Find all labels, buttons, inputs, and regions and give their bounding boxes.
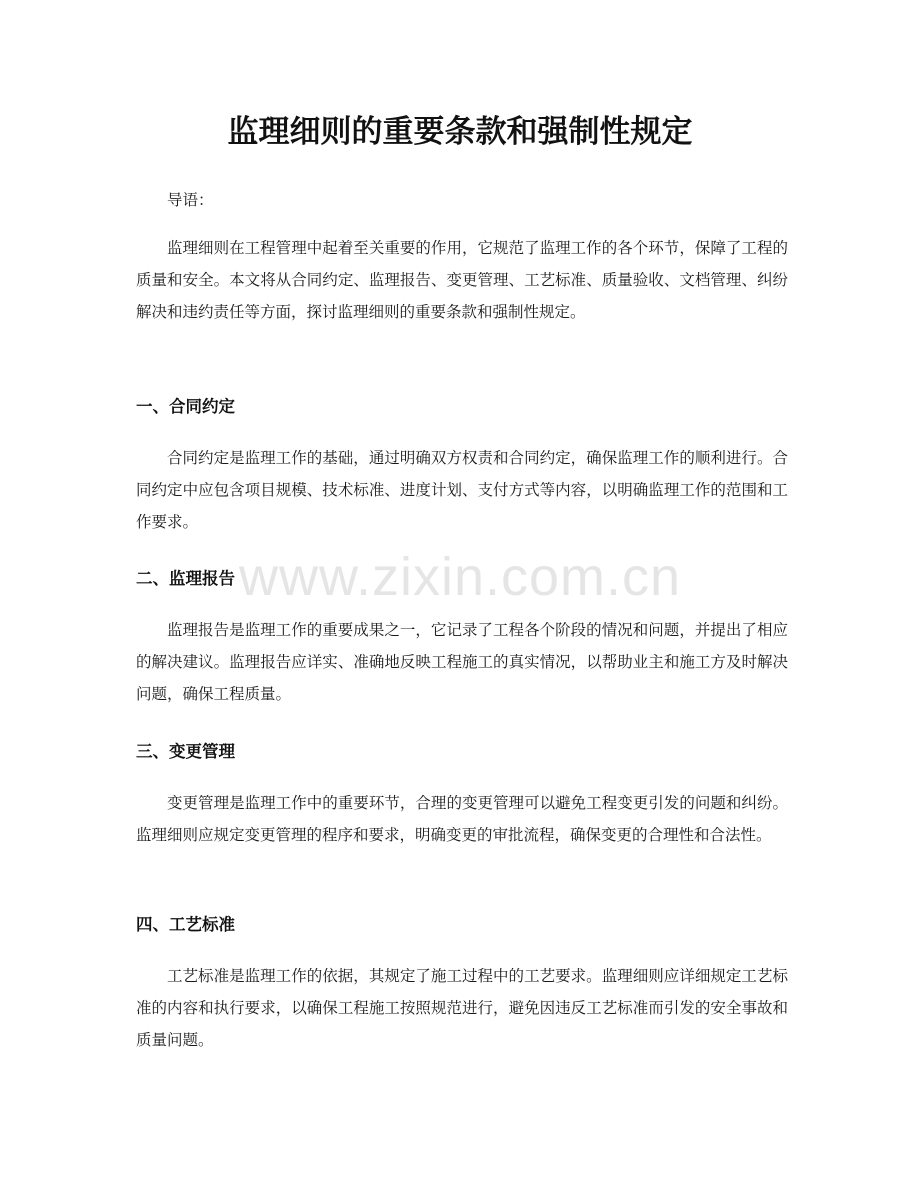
- section-heading-change: 三、变更管理: [136, 742, 235, 761]
- document-title: 监理细则的重要条款和强制性规定: [227, 114, 693, 150]
- section-heading-report: 二、监理报告: [136, 569, 235, 588]
- intro-paragraph: 监理细则在工程管理中起着至关重要的作用，它规范了监理工作的各个环节，保障了工程的质量和安全。本文将从合同约定、监理报告、变更管理、工艺标准、质量验收、文档管理、纠纷解决和违约责任等方面，探讨监理细则的重要条款和强制性规定。: [136, 239, 788, 321]
- section-paragraph-process: 工艺标准是监理工作的依据，其规定了施工过程中的工艺要求。监理细则应详细规定工艺标准的内容和执行要求，以确保工程施工按照规范进行，避免因违反工艺标准而引发的安全事故和质量问题。: [136, 967, 788, 1049]
- watermark-text: www.zixin.com.cn: [238, 547, 682, 607]
- section-heading-process: 四、工艺标准: [136, 915, 235, 934]
- section-paragraph-report: 监理报告是监理工作的重要成果之一，它记录了工程各个阶段的情况和问题，并提出了相应的解决建议。监理报告应详实、准确地反映工程施工的真实情况，以帮助业主和施工方及时解决问题，确保工程质量。: [136, 621, 788, 703]
- section-heading-contract: 一、合同约定: [136, 397, 235, 416]
- section-paragraph-change: 变更管理是监理工作中的重要环节，合理的变更管理可以避免工程变更引发的问题和纠纷。监理细则应规定变更管理的程序和要求，明确变更的审批流程，确保变更的合理性和合法性。: [136, 794, 788, 844]
- section-paragraph-contract: 合同约定是监理工作的基础，通过明确双方权责和合同约定，确保监理工作的顺利进行。合同约定中应包含项目规模、技术标准、进度计划、支付方式等内容，以明确监理工作的范围和工作要求。: [136, 449, 788, 531]
- intro-label: 导语：: [167, 191, 214, 209]
